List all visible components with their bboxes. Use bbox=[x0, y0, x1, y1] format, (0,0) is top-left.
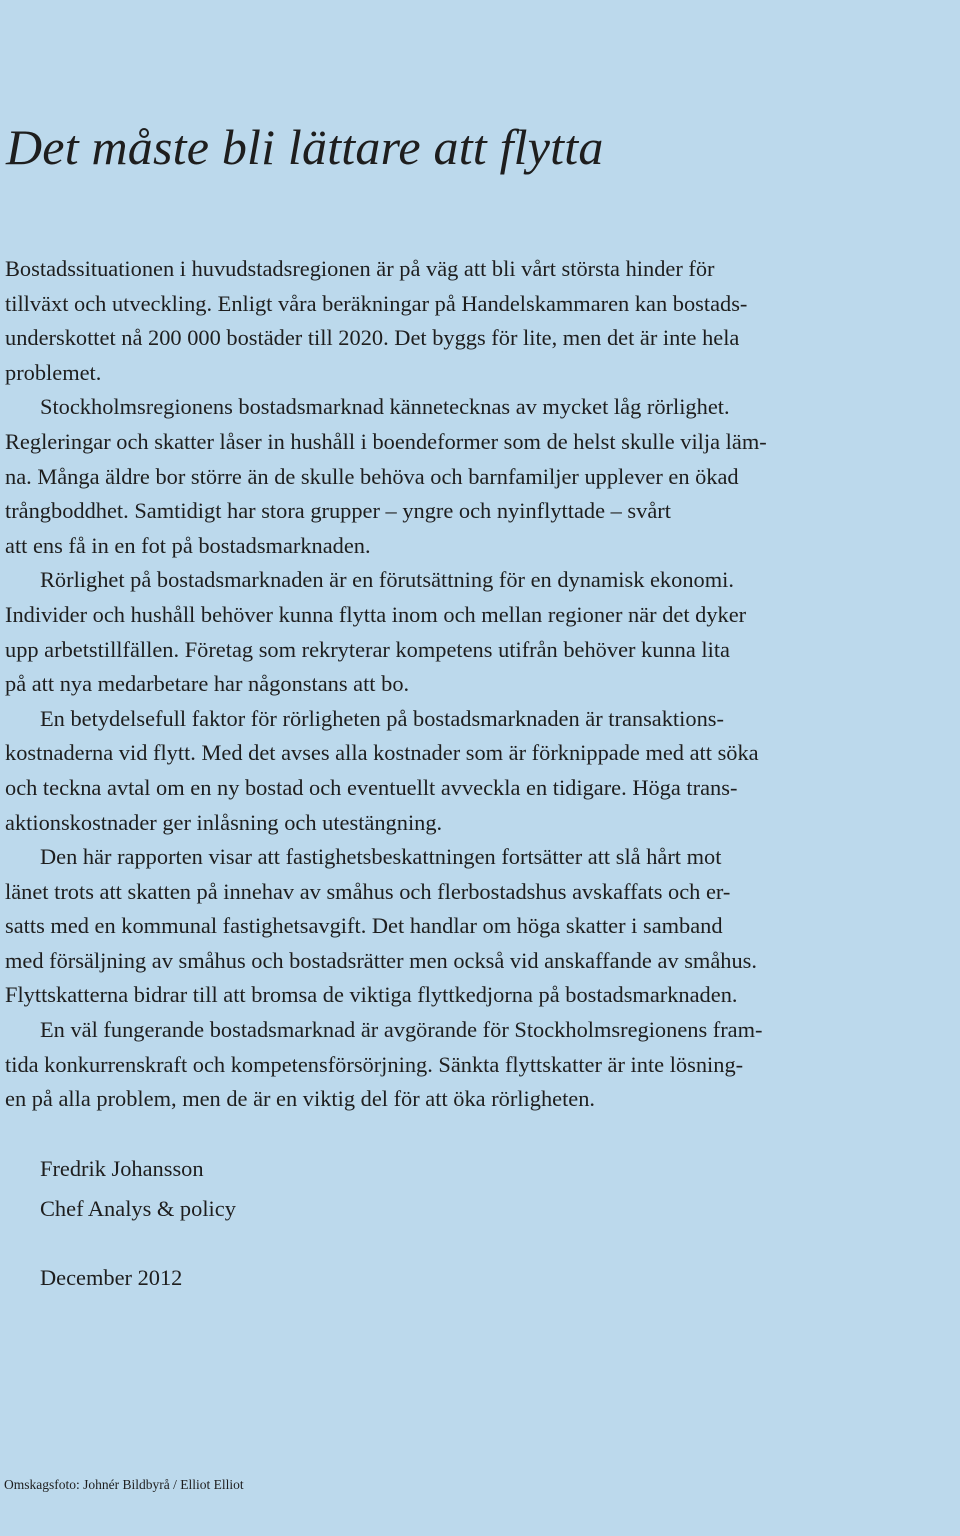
text-line: på att nya medarbetare har någonstans att bo. bbox=[5, 671, 410, 697]
body-text bbox=[5, 252, 955, 1117]
text-line: att ens få in en fot på bostadsmarknaden. bbox=[5, 532, 371, 558]
text-line: satts med en kommunal fastighetsavgift. Det handlar om höga skatter i samband bbox=[5, 913, 723, 939]
text-line: och teckna avtal om en ny bostad och eventuellt avveckla en tidigare. Höga trans- bbox=[5, 774, 738, 800]
text-line: na. Många äldre bor större än de skulle behöva och barnfamiljer upplever en ökad bbox=[5, 463, 739, 489]
text-line: En väl fungerande bostadsmarknad är avgörande för Stockholmsregionens fram- bbox=[40, 1017, 763, 1043]
text-line: problemet. bbox=[5, 359, 102, 385]
text-line: Flyttskatterna bidrar till att bromsa de viktiga flyttkedjorna på bostadsmarknaden. bbox=[5, 982, 738, 1008]
text-line: aktionskostnader ger inlåsning och utestängning. bbox=[5, 809, 443, 835]
text-line: En betydelsefull faktor för rörligheten på bostadsmarknaden är transaktions- bbox=[40, 705, 724, 731]
text-line: Regleringar och skatter låser in hushåll i boendeformer som de helst skulle vilja läm- bbox=[5, 428, 767, 454]
text-line: Den här rapporten visar att fastighetsbeskattningen fortsätter att slå hårt mot bbox=[40, 844, 722, 870]
text-line: upp arbetstillfällen. Företag som rekryterar kompetens utifrån behöver kunna lita bbox=[5, 636, 730, 662]
text-line: Individer och hushåll behöver kunna flytta inom och mellan regioner när det dyker bbox=[5, 601, 747, 627]
page-title: Det måste bli lättare att flytta bbox=[6, 119, 604, 175]
text-line: tida konkurrenskraft och kompetensförsörjning. Sänkta flyttskatter är inte lösning- bbox=[5, 1051, 744, 1077]
signature-name: Fredrik Johansson bbox=[40, 1156, 204, 1181]
text-line: trångboddhet. Samtidigt har stora grupper – yngre och nyinflyttade – svårt bbox=[5, 498, 671, 524]
text-line: med försäljning av småhus och bostadsrätter men också vid anskaffande av småhus. bbox=[5, 947, 757, 973]
text-line: Bostadssituationen i huvudstadsregionen är på väg att bli vårt största hinder för bbox=[5, 256, 715, 281]
signature-date: December 2012 bbox=[40, 1265, 183, 1290]
text-line: kostnaderna vid flytt. Med det avses alla kostnader som är förknippade med att söka bbox=[5, 740, 759, 766]
text-line: Rörlighet på bostadsmarknaden är en förutsättning för en dynamisk ekonomi. bbox=[40, 567, 734, 593]
text-line: Stockholmsregionens bostadsmarknad kännetecknas av mycket låg rörlighet. bbox=[40, 394, 730, 420]
text-line: tillväxt och utveckling. Enligt våra beräkningar på Handelskammaren kan bostads- bbox=[5, 290, 748, 316]
text-line: underskottet nå 200 000 bostäder till 2020. Det byggs för lite, men det är inte hela bbox=[5, 325, 740, 351]
signature-role: Chef Analys & policy bbox=[40, 1196, 236, 1221]
photo-credit: Omskagsfoto: Johnér Bildbyrå / Elliot Elliot bbox=[4, 1477, 244, 1492]
text-line: en på alla problem, men de är en viktig del för att öka rörligheten. bbox=[5, 1086, 596, 1112]
text-line: länet trots att skatten på innehav av småhus och flerbostadshus avskaffats och er- bbox=[5, 878, 731, 904]
